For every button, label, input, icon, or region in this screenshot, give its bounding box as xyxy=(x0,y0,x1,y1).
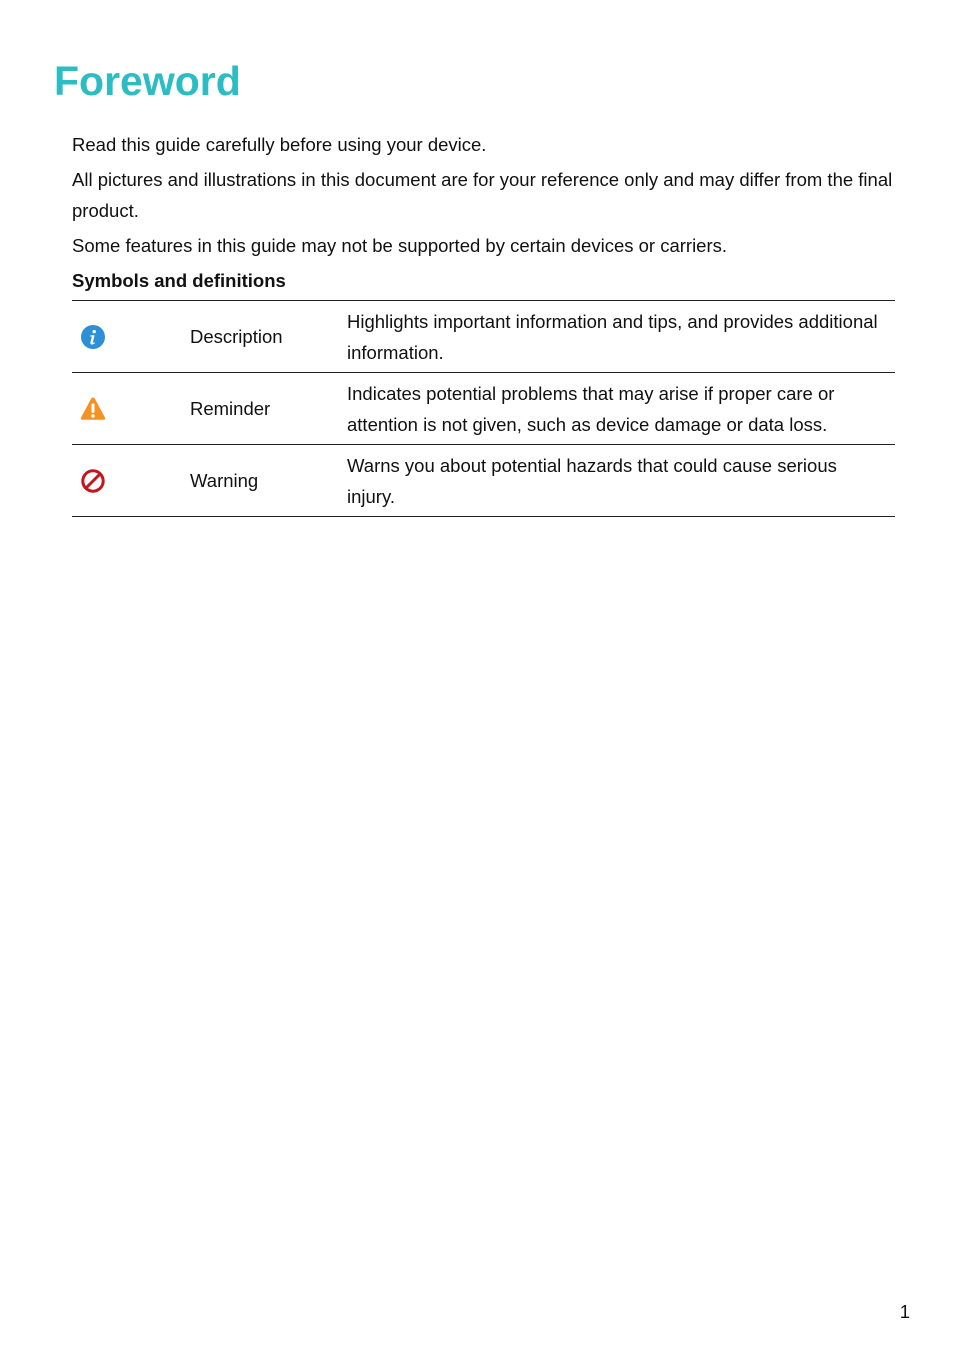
symbol-definition-warning: Warns you about potential hazards that could cause serious injury. xyxy=(347,454,837,507)
page-number: 1 xyxy=(899,1301,910,1322)
table-row-warning xyxy=(72,445,895,517)
intro-paragraph-features: Some features in this guide may not be supported by certain devices or carriers. xyxy=(72,235,728,256)
table-row-reminder xyxy=(72,373,895,445)
info-icon xyxy=(80,324,106,350)
symbol-definition-reminder: Indicates potential problems that may arise if proper care or attention is not given, such as device damage or data loss. xyxy=(347,382,835,435)
symbol-definition-description: Highlights important information and tips, and provides additional information. xyxy=(347,310,878,363)
intro-paragraph-read-guide: Read this guide carefully before using your device. xyxy=(72,134,487,155)
symbol-name-reminder: Reminder xyxy=(190,397,271,419)
warning-triangle-icon xyxy=(80,396,106,422)
symbol-name-warning: Warning xyxy=(190,469,259,491)
symbols-heading: Symbols and definitions xyxy=(72,270,286,291)
page-title: Foreword xyxy=(54,58,241,104)
prohibited-icon xyxy=(80,468,106,494)
symbol-name-description: Description xyxy=(190,325,283,347)
table-row-description xyxy=(72,301,895,373)
symbols-table xyxy=(72,300,895,517)
intro-paragraph-pictures: All pictures and illustrations in this document are for your reference only and may differ from the final product. xyxy=(72,169,893,221)
